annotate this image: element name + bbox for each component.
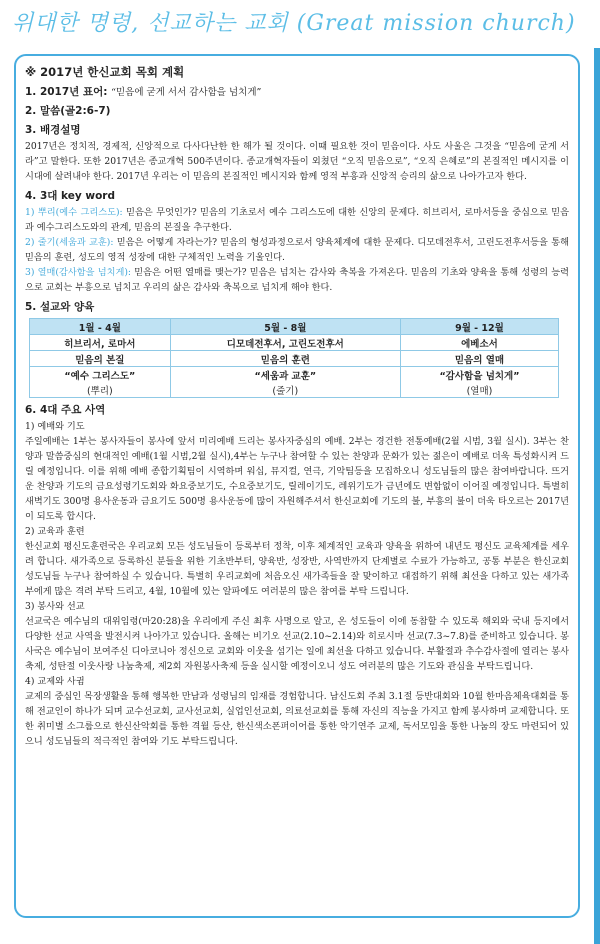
phrase-cell: “예수 그리스도” [30,367,171,383]
books-cell: 히브리서, 로마서 [30,335,171,351]
books-cell: 디모데전후서, 고린도전후서 [170,335,400,351]
period-cell: 5월 - 8월 [170,319,400,335]
tag-cell: (줄기) [170,382,400,398]
sermon-heading: 5. 설교와 양육 [25,301,95,313]
page-banner [0,0,600,50]
keyword-item-text: 믿음은 어떤 열매를 맺는가? 믿음은 넘치는 감사와 축복을 가져온다. 믿음의 기초와 양육을 통해 성령의 능력으로 교회는 부흥으로 넘치고 우리의 삶은 감사와 축복으로 넘치게 해야 한다. [25,267,569,293]
table-row [30,382,559,398]
page-title: ※ 2017년 한신교회 목회 계획 [25,65,185,79]
phrase-cell: “세움과 교훈” [170,367,400,383]
ministry-title: 4) 교제와 사귐 [25,676,85,687]
books-cell: 에베소서 [400,335,558,351]
keyword-item-head: 3) 열매(감사함을 넘치게): [25,267,132,278]
keyword-item [25,235,569,265]
ministry-title: 2) 교육과 훈련 [25,526,85,537]
keyword-heading: 4. 3대 key word [25,190,115,202]
keyword-item [25,205,569,235]
background-heading: 3. 배경설명 [25,124,81,136]
ministry-heading: 6. 4대 주요 사역 [25,404,106,416]
motto-value: “믿음에 굳게 서서 감사함을 넘치게” [111,87,262,98]
table-header-row [30,319,559,335]
side-accent-strip [594,48,600,944]
keyword-item-text: 믿음은 어떻게 자라는가? 믿음의 형성과정으로서 양육체계에 대한 문제다. 디모데전후서, 고린도전후서등을 통해 믿음의 훈련, 성도의 영적 성장에 대한 구체적인 노력을 기울인다. [25,237,569,263]
table-row [30,335,559,351]
table-row [30,351,559,367]
keyword-item-head: 1) 뿌리(예수 그리스도): [25,207,123,218]
tag-cell: (뿌리) [30,382,171,398]
keyword-item [25,265,569,295]
ministry-title: 1) 예배와 기도 [25,421,85,432]
theme-cell: 믿음의 열매 [400,351,558,367]
theme-cell: 믿음의 본질 [30,351,171,367]
table-row [30,367,559,383]
period-cell: 1월 - 4월 [30,319,171,335]
tag-cell: (열매) [400,382,558,398]
content-frame [14,54,580,918]
sermon-schedule-table [29,318,559,398]
banner-title: 위대한 명령, 선교하는 교회 (Great mission church) [12,11,576,36]
scripture-heading: 2. 말씀(골2:6-7) [25,105,111,117]
ministry-text: 선교국은 예수님의 대위임령(마20:28)을 우리에게 주신 최후 사명으로 알고, 온 성도들이 이에 동참할 수 있도록 해외와 국내 등지에서 다양한 선교 사역을 발전시켜 나아가고 있습니다. 올해는 비기오 선교(2.10~2.14)와 히로시마 선교(7.3~7.8)를 준비하고 있습니다. 봉사국은 예수님이 보여주신 디아코니아 정신으로 교회와 이웃을 섬기는 일에 최선을 다하고 있습니다. 부활절과 추수감사절에 열리는 봉사축제, 성탄절 이웃사랑 나눔축제, 제2회 자원봉사축제 등을 실시할 예정이오니 성도 여러분의 많은 기도와 관심을 부탁드립니다. [25,616,569,672]
keyword-item-text: 믿음은 무엇인가? 믿음의 기초로서 예수 그리스도에 대한 신앙의 문제다. 히브리서, 로마서등을 중심으로 믿음과 예수그리스도와의 관계, 믿음의 본질을 추구한다. [25,207,569,233]
ministry-title: 3) 봉사와 선교 [25,601,85,612]
keyword-item-head: 2) 줄기(세움과 교훈): [25,237,114,248]
ministry-text: 한신교회 평신도훈련국은 우리교회 모든 성도님들이 등록부터 정착, 이후 체계적인 교육과 양육을 위하여 내년도 평신도 교육체계를 세우려 합니다. 새가족으로 등록하신 분들을 위한 기초반부터, 양육반, 성장반, 사역반까지 단계별로 수료가 가능하고, 공통 부분은 한신교회 성도님들 누구나 참여하실 수 있습니다. 특별히 우리교회에 처음오신 새가족들을 잘 맞이하고 대접하기 위해 최선을 다하고 있는 새가족부에게 많은 격려 부탁 드리고, 4월, 10월에 있는 알파에도 여러분의 많은 참여를 부탁 드립니다. [25,541,569,597]
motto-heading: 1. 2017년 표어: [25,86,108,98]
motto-section [25,84,569,99]
phrase-cell: “감사함을 넘치게” [400,367,558,383]
background-text: 2017년은 정치적, 경제적, 신앙적으로 다사다난한 한 해가 될 것이다. 이때 필요한 것이 믿음이다. 사도 사울은 그것을 “믿음에 굳게 서라”고 말한다. 또한 2017년은 종교개혁 500주년이다. 종교개혁자들이 외쳤던 “오직 믿음으로”, “오직 은혜로”의 본질적인 메시지를 이 시대에 살려내야 한다. 2017년 우리는 이 믿음의 본질적인 메시지와 함께 영적 부흥과 신앙적 승리의 삶으로 나아가고자 한다. [25,141,569,182]
ministry-text: 교제의 중심인 목장생활을 통해 행복한 만남과 성령님의 임재를 경험합니다. 남신도회 주최 3.1절 등반대회와 10월 한마음체육대회를 통해 전교인이 하나가 되며 교수선교회, 교사선교회, 실업인선교회, 의료선교회를 통해 자신의 직능을 가지고 함께 봉사하며 교제합니다. 또한 취미별 소그룹으로 한신산악회를 통한 격월 등산, 한신색소폰퍼이어를 통한 악기연주 교제, 독서모임을 통한 나눔의 장도 마련되어 있으니 성도님들의 적극적인 참여와 기도 부탁드립니다. [25,691,569,747]
theme-cell: 믿음의 훈련 [170,351,400,367]
ministry-text: 주일예배는 1부는 봉사자들이 봉사에 앞서 미리예배 드리는 봉사자중심의 예배. 2부는 경건한 전통예배(2월 시범, 3월 실시). 3부는 찬양과 말씀중심의 현대적인 예배(1월 시범,2월 실시),4부는 누구나 참여할 수 있는 찬양과 문화가 있는 젊은이 예배로 더욱 특성화시켜 드릴 예정입니다. 이를 위해 예배 종합기획팀이 시역하며 워십, 뮤지컬, 연극, 기악팀등을 모집하오니 성도님들의 많은 참여바랍니다. 뜨거운 찬양과 기도의 금요성령기도회와 화요중보기도, 수요중보기도, 릴레이기도, 레위기도가 금년에도 변함없이 이어질 예정입니다. 특별히 새벽기도 300명 용사운동과 금요기도 500명 용사운동에 많이 자원해주셔서 한신교회에 기도의 불, 부흥의 불이 더욱 타오르는 2017년이 되도록 합시다. [25,436,569,522]
period-cell: 9월 - 12월 [400,319,558,335]
